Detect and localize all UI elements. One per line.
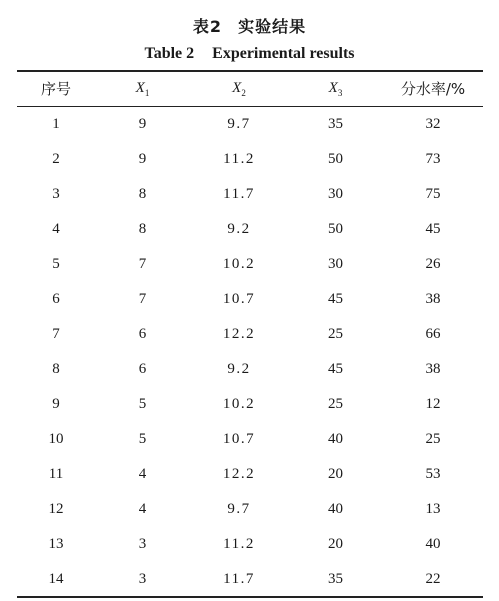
table-row bbox=[17, 247, 483, 282]
cell-x3: 20 bbox=[328, 466, 343, 482]
cell-water-separation-rate: 38 bbox=[425, 361, 441, 377]
cell-water-separation-rate: 38 bbox=[425, 291, 441, 307]
table-caption-english bbox=[0, 45, 499, 63]
cell-x3: 40 bbox=[328, 501, 343, 517]
cell-index: 14 bbox=[48, 571, 64, 587]
cell-index: 4 bbox=[52, 221, 60, 237]
cell-index: 2 bbox=[52, 151, 60, 167]
caption-en-label: Table 2 bbox=[144, 45, 195, 62]
cell-x2: 11.2 bbox=[223, 151, 255, 167]
cell-water-separation-rate: 53 bbox=[425, 466, 441, 482]
cell-x2: 10.2 bbox=[222, 256, 256, 272]
cell-x2: 10.2 bbox=[222, 396, 256, 412]
cell-water-separation-rate: 12 bbox=[425, 396, 441, 412]
cell-water-separation-rate: 25 bbox=[425, 431, 441, 447]
cell-x1: 4 bbox=[138, 501, 147, 517]
table-row bbox=[17, 106, 483, 142]
cell-x1: 3 bbox=[138, 571, 147, 587]
cell-water-separation-rate: 32 bbox=[425, 116, 441, 132]
cell-x2: 12.2 bbox=[222, 466, 256, 482]
caption-en-text: Experimental results bbox=[212, 45, 355, 62]
cell-x1: 5 bbox=[138, 396, 147, 412]
cell-x1: 3 bbox=[138, 536, 147, 552]
cell-water-separation-rate: 73 bbox=[425, 151, 441, 167]
cell-x3: 50 bbox=[328, 151, 343, 167]
cell-x2: 11.7 bbox=[223, 571, 255, 587]
cell-x2: 11.7 bbox=[223, 186, 255, 202]
cell-x2: 9.2 bbox=[227, 221, 251, 237]
cell-x1: 8 bbox=[138, 186, 147, 202]
table-body bbox=[17, 106, 483, 597]
cell-water-separation-rate: 13 bbox=[425, 501, 441, 517]
cell-water-separation-rate: 75 bbox=[425, 186, 441, 202]
table-caption-chinese bbox=[0, 14, 499, 37]
cell-x3: 30 bbox=[328, 186, 343, 202]
cell-x3: 40 bbox=[328, 431, 343, 447]
cell-index: 13 bbox=[48, 536, 64, 552]
table-row bbox=[17, 317, 483, 352]
cell-index: 5 bbox=[52, 256, 60, 272]
cell-x2: 10.7 bbox=[222, 291, 256, 307]
cell-x1: 9 bbox=[138, 116, 147, 132]
cell-x1: 6 bbox=[138, 326, 147, 342]
cell-water-separation-rate: 45 bbox=[425, 221, 441, 237]
caption-cn-label: 表2 bbox=[192, 17, 223, 36]
cell-index: 6 bbox=[52, 291, 60, 307]
table-header-row bbox=[17, 71, 483, 106]
cell-water-separation-rate: 22 bbox=[425, 571, 441, 587]
cell-x3: 50 bbox=[328, 221, 343, 237]
cell-index: 9 bbox=[52, 396, 60, 412]
cell-x2: 9.7 bbox=[227, 116, 251, 132]
x3-symbol: X bbox=[328, 79, 338, 96]
table-row bbox=[17, 387, 483, 422]
cell-x1: 4 bbox=[138, 466, 147, 482]
table-row bbox=[17, 422, 483, 457]
cell-water-separation-rate: 66 bbox=[425, 326, 441, 342]
cell-x1: 7 bbox=[138, 291, 147, 307]
cell-x3: 25 bbox=[328, 396, 343, 412]
cell-x2: 10.7 bbox=[222, 431, 256, 447]
cell-index: 7 bbox=[52, 326, 60, 342]
cell-x3: 25 bbox=[328, 326, 343, 342]
cell-index: 1 bbox=[52, 116, 60, 132]
column-header-x2 bbox=[190, 71, 288, 106]
cell-index: 3 bbox=[52, 186, 60, 202]
cell-x2: 9.2 bbox=[227, 361, 251, 377]
cell-index: 10 bbox=[48, 431, 64, 447]
cell-x1: 5 bbox=[138, 431, 147, 447]
cell-water-separation-rate: 26 bbox=[425, 256, 441, 272]
cell-x2: 9.7 bbox=[227, 501, 251, 517]
cell-x3: 45 bbox=[328, 291, 343, 307]
cell-index: 8 bbox=[52, 361, 60, 377]
cell-water-separation-rate: 40 bbox=[425, 536, 441, 552]
cell-x2: 12.2 bbox=[222, 326, 256, 342]
column-header-index: 序号 bbox=[40, 80, 71, 98]
cell-index: 12 bbox=[48, 501, 64, 517]
cell-x1: 8 bbox=[138, 221, 147, 237]
cell-index: 11 bbox=[48, 466, 64, 482]
x2-subscript: 2 bbox=[241, 87, 246, 98]
cell-x3: 45 bbox=[328, 361, 343, 377]
column-header-water-separation-rate: 分水率/% bbox=[400, 80, 466, 98]
table-row bbox=[17, 282, 483, 317]
column-header-x1 bbox=[95, 71, 190, 106]
table-row bbox=[17, 212, 483, 247]
x1-symbol: X bbox=[135, 79, 145, 96]
cell-x3: 35 bbox=[328, 571, 343, 587]
cell-x3: 30 bbox=[328, 256, 343, 272]
cell-x1: 9 bbox=[138, 151, 147, 167]
table-row bbox=[17, 492, 483, 527]
table-row bbox=[17, 142, 483, 177]
table-row bbox=[17, 527, 483, 562]
table-row bbox=[17, 562, 483, 597]
cell-x1: 6 bbox=[138, 361, 147, 377]
table-row bbox=[17, 177, 483, 212]
x2-symbol: X bbox=[232, 79, 242, 96]
table-row bbox=[17, 457, 483, 492]
x1-subscript: 1 bbox=[144, 87, 150, 98]
cell-x3: 20 bbox=[328, 536, 343, 552]
cell-x2: 11.2 bbox=[223, 536, 255, 552]
cell-x1: 7 bbox=[138, 256, 147, 272]
table-row bbox=[17, 352, 483, 387]
x3-subscript: 3 bbox=[337, 87, 343, 98]
results-table bbox=[17, 71, 483, 597]
column-header-x3 bbox=[288, 71, 383, 106]
cell-x3: 35 bbox=[328, 116, 343, 132]
caption-cn-text: 实验结果 bbox=[238, 17, 307, 36]
